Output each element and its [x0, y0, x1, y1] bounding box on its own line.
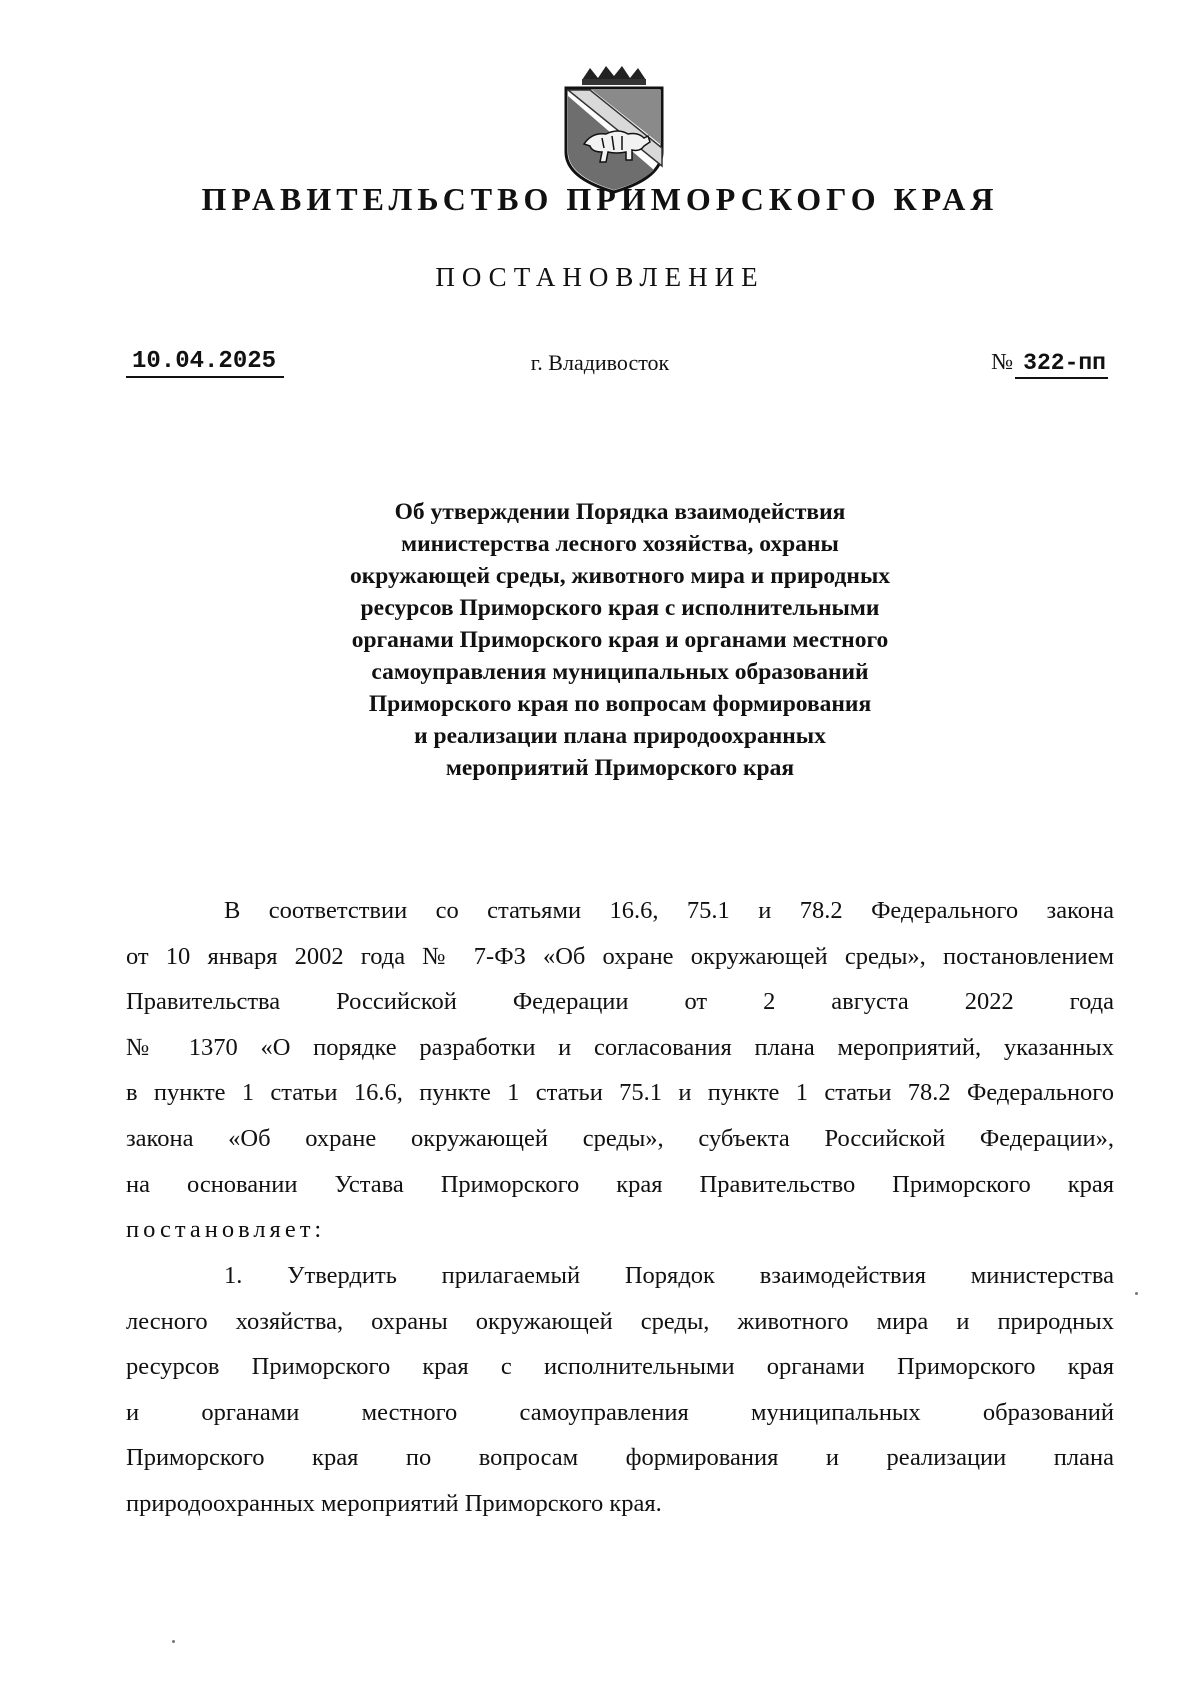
preamble-line: от 10 января 2002 года № 7-ФЗ «Об охране окружающей среды», постановлением [126, 942, 1114, 970]
subject-line: Об утверждении Порядка взаимодействия [394, 499, 846, 525]
scan-speck [1135, 1292, 1138, 1295]
item-1-line: и органами местного самоуправления муниципальных образований [126, 1398, 1114, 1426]
subject-line: мероприятий Приморского края [445, 755, 795, 781]
item-1-line: природоохранных мероприятий Приморского края. [126, 1489, 662, 1517]
number-value: 322-пп [1015, 349, 1108, 379]
item-1-line: ресурсов Приморского края с исполнительными органами Приморского края [126, 1353, 1114, 1381]
preamble-line: на основании Устава Приморского края Правительство Приморского края [126, 1170, 1114, 1198]
preamble-line: в пункте 1 статьи 16.6, пункте 1 статьи 75.1 и пункте 1 статьи 78.2 Федерального [126, 1079, 1114, 1107]
subject-line: органами Приморского края и органами местного [351, 627, 889, 653]
preamble-line: Правительства Российской Федерации от 2 августа 2022 года [126, 988, 1114, 1016]
preamble-line: В соответствии со статьями 16.6, 75.1 и 78.2 Федерального закона [224, 897, 1114, 924]
subject-line: окружающей среды, животного мира и природных [349, 563, 891, 589]
item-1-line: 1. Утвердить прилагаемый Порядок взаимодействия министерства [224, 1262, 1114, 1289]
item-1-line: Приморского края по вопросам формирования и реализации плана [126, 1444, 1114, 1472]
preamble-line: закона «Об охране окружающей среды», субъекта Российской Федерации», [126, 1124, 1114, 1152]
document-number [991, 348, 1108, 379]
subject-line: министерства лесного хозяйства, охраны [401, 531, 839, 557]
subject-line: ресурсов Приморского края с исполнительными [360, 595, 880, 621]
subject-line: Приморского края по вопросам формирования [368, 691, 872, 717]
government-title: ПРАВИТЕЛЬСТВО ПРИМОРСКОГО КРАЯ [201, 181, 999, 217]
scan-speck [172, 1640, 175, 1643]
document-subject [250, 496, 990, 784]
coat-of-arms-icon [562, 66, 666, 194]
number-sign: № [991, 349, 1014, 374]
subject-line: самоуправления муниципальных образований [371, 659, 869, 685]
preamble-line: № 1370 «О порядке разработки и согласования плана мероприятий, указанных [126, 1033, 1114, 1061]
resolution-word: постановляет: [126, 1216, 326, 1244]
subject-line: и реализации плана природоохранных [414, 723, 826, 749]
item-1-line: лесного хозяйства, охраны окружающей среды, животного мира и природных [126, 1307, 1114, 1335]
document-date: 10.04.2025 [126, 348, 284, 378]
document-meta-row [0, 348, 1200, 382]
document-city: г. Владивосток [530, 350, 670, 375]
item-1-paragraph [126, 1253, 1114, 1527]
preamble-paragraph [126, 888, 1114, 1253]
document-type: ПОСТАНОВЛЕНИЕ [435, 262, 765, 292]
